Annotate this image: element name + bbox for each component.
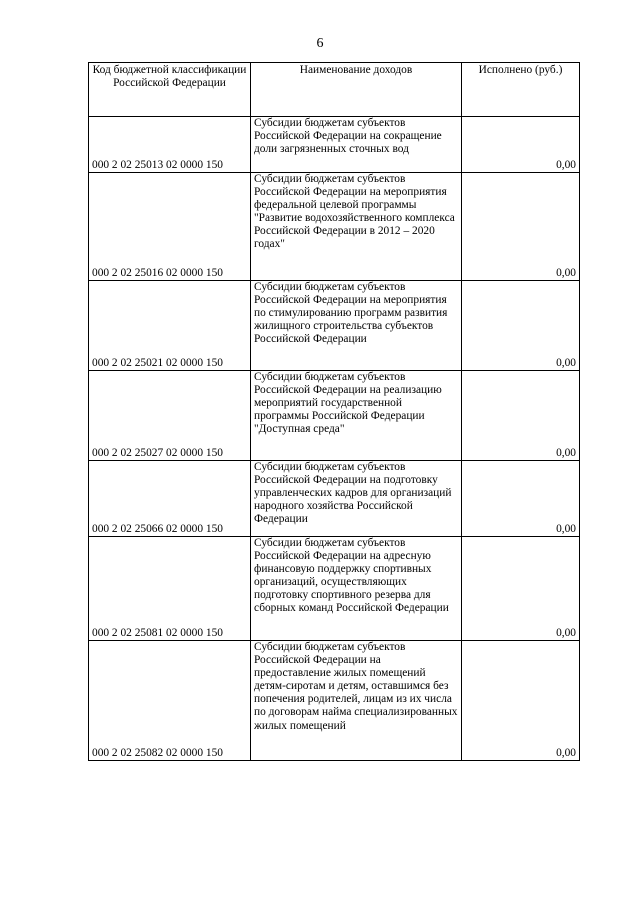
table-row [89, 173, 580, 281]
name-cell: Субсидии бюджетам субъектов Российской Федерации на реализацию мероприятий государственной программы Российской Федерации "Доступная среда" [251, 371, 462, 461]
income-table [88, 62, 580, 761]
table-row [89, 281, 580, 371]
amount-cell: 0,00 [462, 281, 580, 371]
table-row [89, 537, 580, 641]
amount-cell: 0,00 [462, 537, 580, 641]
header-executed: Исполнено (руб.) [462, 63, 580, 117]
code-cell: 000 2 02 25021 02 0000 150 [89, 281, 251, 371]
amount-cell: 0,00 [462, 117, 580, 173]
name-cell: Субсидии бюджетам субъектов Российской Федерации на адресную финансовую поддержку спортивных организаций, осуществляющих подготовку спортивного резерва для сборных команд Российской Федерации [251, 537, 462, 641]
amount-cell: 0,00 [462, 371, 580, 461]
code-cell: 000 2 02 25082 02 0000 150 [89, 641, 251, 761]
page-number: 6 [316, 36, 324, 51]
table-row [89, 461, 580, 537]
code-cell: 000 2 02 25027 02 0000 150 [89, 371, 251, 461]
table-row [89, 641, 580, 761]
amount-cell: 0,00 [462, 173, 580, 281]
amount-cell: 0,00 [462, 641, 580, 761]
name-cell: Субсидии бюджетам субъектов Российской Федерации на сокращение доли загрязненных сточных вод [251, 117, 462, 173]
code-cell: 000 2 02 25066 02 0000 150 [89, 461, 251, 537]
header-name: Наименование доходов [251, 63, 462, 117]
name-cell: Субсидии бюджетам субъектов Российской Федерации на предоставление жилых помещений детям-сиротам и детям, оставшимся без попечения родителей, лицам из их числа по договорам найма специализированных жилых помещений [251, 641, 462, 761]
code-cell: 000 2 02 25016 02 0000 150 [89, 173, 251, 281]
code-cell: 000 2 02 25013 02 0000 150 [89, 117, 251, 173]
name-cell: Субсидии бюджетам субъектов Российской Федерации на мероприятия федеральной целевой программы "Развитие водохозяйственного комплекса Российской Федерации в 2012 – 2020 годах" [251, 173, 462, 281]
code-cell: 000 2 02 25081 02 0000 150 [89, 537, 251, 641]
table-row [89, 117, 580, 173]
table-header-row [89, 63, 580, 117]
name-cell: Субсидии бюджетам субъектов Российской Федерации на мероприятия по стимулированию программ развития жилищного строительства субъектов Российской Федерации [251, 281, 462, 371]
header-code: Код бюджетной классификации Российской Федерации [89, 63, 251, 117]
table-row [89, 371, 580, 461]
amount-cell: 0,00 [462, 461, 580, 537]
name-cell: Субсидии бюджетам субъектов Российской Федерации на подготовку управленческих кадров для организаций народного хозяйства Российской Федерации [251, 461, 462, 537]
